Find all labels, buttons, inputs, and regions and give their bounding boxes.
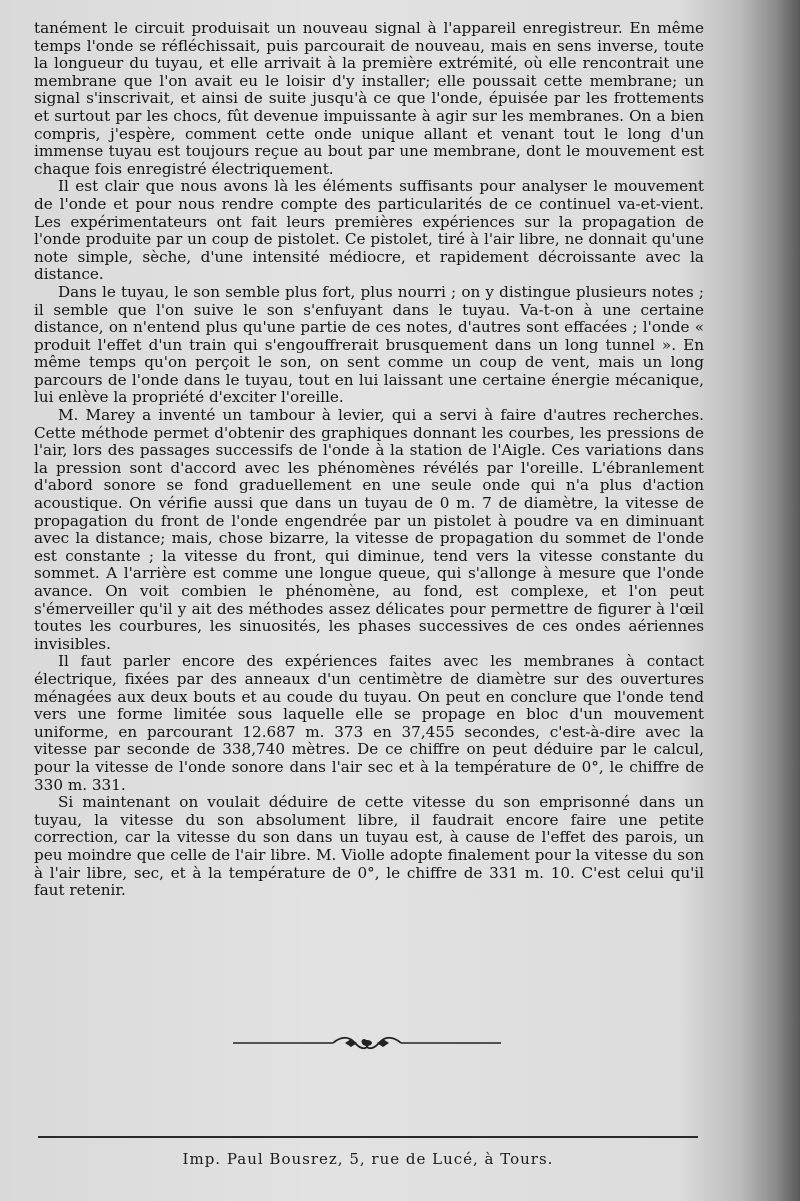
paragraph: Dans le tuyau, le son semble plus fort, plus nourri ; on y distingue plusieurs notes ; il semble que l'on suive le son s'enfuyant dans le tuyau. Va-t-on à une certaine distance, on n'entend plus qu'une partie de ces notes, d'autres sont effacées ; l'onde « produit l'effet d'un train qui s'engouffrerait brusquement dans un long tunnel ». En même temps qu'on perçoit le son, on sent comme un coup de vent, mais un long parcours de l'onde dans le tuyau, tout en lui laissant une certaine énergie mécanique, lui enlève la propriété d'exciter l'oreille.	[34, 282, 704, 407]
paragraph: tanément le circuit produisait un nouveau signal à l'appareil enregistreur. En même temps l'onde se réfléchissait, puis parcourait de nouveau, mais en sens inverse, toute la longueur du tuyau, et elle arrivait à la première extrémité, où elle rencontrait une membrane que l'on avait eu le loisir d'y installer; elle poussait cette membrane; un signal s'inscrivait, et ainsi de suite jusqu'à ce que l'onde, épuisée par les frottements et surtout par les chocs, fût devenue impuissante à agir sur les membranes. On a bien compris, j'espère, comment cette onde unique allant et venant tout le long d'un immense tuyau est toujours reçue au bout par une membrane, dont le mouvement est chaque fois enregistré électriquement.	[34, 19, 704, 178]
printer-imprint: Imp. Paul Bousrez, 5, rue de Lucé, à Tours.	[182, 1150, 554, 1168]
ornamental-divider	[233, 1034, 501, 1052]
paragraph: M. Marey a inventé un tambour à levier, qui a servi à faire d'autres recherches. Cette méthode permet d'obtenir des graphiques donnant les courbes, les pressions de l'air, lors des passages successifs de l'onde à la station de l'Aigle. Ces variations dans la pression sont d'accord avec les phénomènes révélés par l'oreille. L'ébranlement d'abord sonore se fond graduellement en une seule onde qui n'a plus d'action acoustique. On vérifie aussi que dans un tuyau de 0 m. 7 de diamètre, la vitesse de propagation du front de l'onde engendrée par un pistolet à poudre va en diminuant avec la distance; mais, chose bizarre, la vitesse de propagation du sommet de l'onde est constante ; la vitesse du front, qui diminue, tend vers la vitesse constante du sommet. A l'arrière est comme une longue queue, qui s'allonge à mesure que l'onde avance. On voit combien le phénomène, au fond, est complexe, et l'on peut s'émerveiller qu'il y ait des méthodes assez délicates pour permettre de figurer à l'œil toutes les courbures, les sinuosités, les phases successives de ces ondes aériennes invisibles.	[34, 406, 704, 653]
page-edge-shadow	[740, 0, 800, 1201]
body-text	[34, 20, 704, 900]
paragraph: Il faut parler encore des expériences faites avec les membranes à contact électrique, fixées par des anneaux d'un centimètre de diamètre sur des ouvertures ménagées aux deux bouts et au coude du tuyau. On peut en conclure que l'onde tend vers une forme limitée sous laquelle elle se propage en bloc d'un mouvement uniforme, en parcourant 12.687 m. 373 en 37,455 secondes, c'est-à-dire avec la vitesse par seconde de 338,740 mètres. De ce chiffre on peut déduire par le calcul, pour la vitesse de l'onde sonore dans l'air sec et à la température de 0°, le chiffre de 330 m. 331.	[34, 652, 704, 794]
footer-rule	[38, 1136, 698, 1138]
paragraph: Si maintenant on voulait déduire de cette vitesse du son emprisonné dans un tuyau, la vitesse du son absolument libre, il faudrait encore faire une petite correction, car la vitesse du son dans un tuyau est, à cause de l'effet des parois, un peu moindre que celle de l'air libre. M. Violle adopte finalement pour la vitesse du son à l'air libre, sec, et à la température de 0°, le chiffre de 331 m. 10. C'est celui qu'il faut retenir.	[34, 793, 704, 900]
paragraph: Il est clair que nous avons là les éléments suffisants pour analyser le mouvement de l'onde et pour nous rendre compte des particularités de ce continuel va-et-vient. Les expérimentateurs ont fait leurs premières expériences sur la propagation de l'onde produite par un coup de pistolet. Ce pistolet, tiré à l'air libre, ne donnait qu'une note simple, sèche, d'une intensité médiocre, et rapidement décroissante avec la distance.	[34, 177, 704, 284]
